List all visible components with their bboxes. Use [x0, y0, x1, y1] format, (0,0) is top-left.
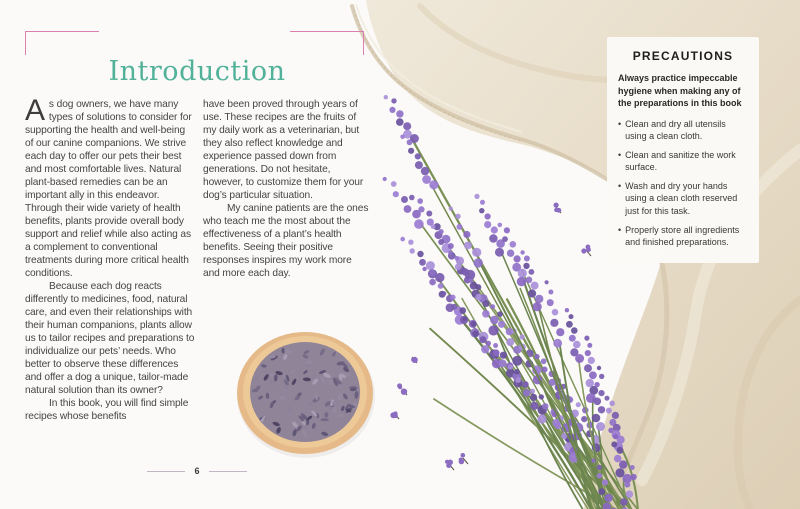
precaution-text: Properly store all ingredients and finished preparations.: [625, 224, 740, 247]
text-column-left: [25, 94, 195, 423]
bullet-glyph: •: [618, 224, 622, 235]
page-title: Introduction: [108, 56, 286, 87]
paragraph-5: My canine patients are the ones who teach me the most about the effectiveness of a plant’s health benefits. Seeing their positive responses inspires my work more and more each day.: [203, 203, 369, 279]
precaution-item: [618, 149, 748, 173]
bullet-glyph: •: [618, 181, 622, 192]
precaution-text: Clean and sanitize the work surface.: [625, 150, 736, 173]
paragraph-1-text: s dog owners, we have many types of solutions to consider for supporting the health and well-being of our canine companions. We strive each day to offer our pets their best and most comfortable lives. Natural plant-based remedies can be an important ally in this endeavor. Through their wide variety of health benefits, plants provide overall body support and relief while also acting as a complement to conventional treatments during more critical health conditions.: [25, 99, 192, 279]
paragraph-2: Because each dog reacts differently to medicines, food, natural care, and even their relationships with their human companions, plants allow us to tailor recipes and preparations to individualize our pets’ needs. Who better to observe these differences and offer a dog a unique, tailor-made natural solution than its owner?: [25, 281, 195, 396]
precautions-list: [618, 118, 748, 248]
paragraph-3: In this book, you will find simple recipes whose benefits: [25, 398, 189, 422]
lavender-bowl: [237, 332, 375, 458]
precaution-item: [618, 118, 748, 142]
page-footer: [25, 466, 369, 476]
paragraph-4: have been proved through years of use. These recipes are the fruits of my daily work as a veterinarian, but they also reflect knowledge and experience passed down from generations. Do not hesitate, however, to customize them for your dog’s particular situation.: [203, 99, 364, 201]
precaution-item: [618, 180, 748, 216]
page-number: 6: [194, 466, 200, 476]
precaution-text: Clean and dry all utensils using a clean cloth.: [625, 118, 726, 141]
precautions-title: PRECAUTIONS: [632, 49, 734, 63]
text-column-right: [203, 98, 370, 280]
drop-cap: A: [25, 94, 45, 127]
precaution-text: Wash and dry your hands using a clean cloth reserved just for this task.: [625, 181, 738, 216]
precautions-intro: Always practice impeccable hygiene when making any of the preparations in this book: [618, 73, 742, 109]
precaution-item: [618, 224, 748, 248]
footer-rule-left: [147, 471, 185, 472]
corner-bracket-left: [25, 31, 99, 55]
precautions-box: [607, 37, 759, 263]
bullet-glyph: •: [618, 118, 622, 129]
footer-rule-right: [209, 471, 247, 472]
corner-bracket-right: [290, 31, 364, 55]
bullet-glyph: •: [618, 150, 622, 161]
paragraph-1: [25, 94, 195, 280]
